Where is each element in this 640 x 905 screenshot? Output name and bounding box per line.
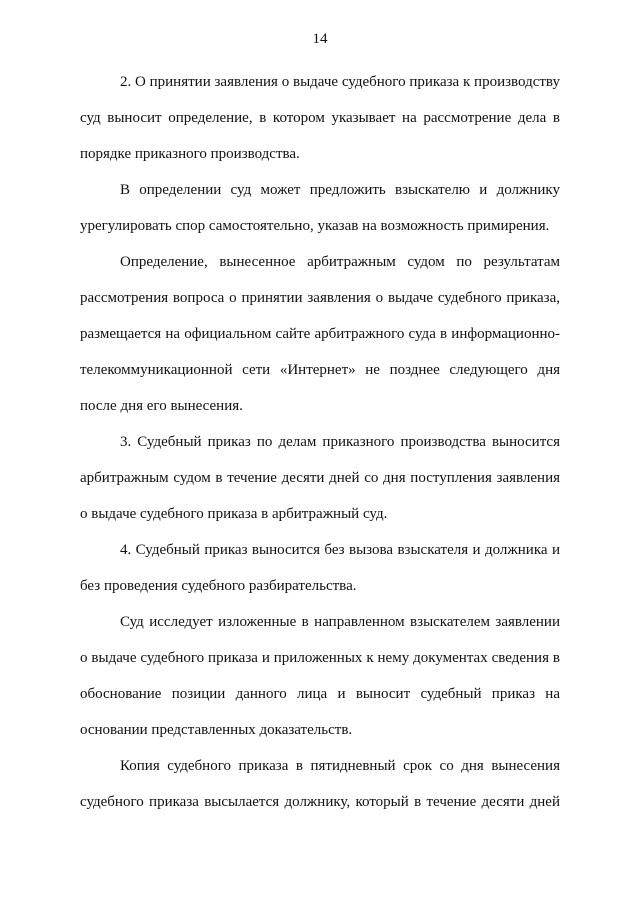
text-line: урегулировать спор самостоятельно, указав на возможность примирения. xyxy=(80,218,550,234)
text-line: основании представленных доказательств. xyxy=(80,722,353,738)
paragraph-3 xyxy=(80,244,560,424)
paragraph-5 xyxy=(80,532,560,604)
text-line: 2. О принятии заявления о выдаче судебного приказа к производству xyxy=(120,74,560,90)
paragraph-6 xyxy=(80,604,560,748)
text-line: без проведения судебного разбирательства. xyxy=(80,578,357,594)
text-line: размещается на официальном сайте арбитражного суда в информационно- xyxy=(80,326,560,342)
text-line: 3. Судебный приказ по делам приказного производства выносится xyxy=(120,434,560,450)
text-line: телекоммуникационной сети «Интернет» не позднее следующего дня xyxy=(80,362,560,378)
text-line: рассмотрения вопроса о принятии заявления о выдаче судебного приказа, xyxy=(80,290,560,306)
paragraph-1 xyxy=(80,64,560,172)
text-line: 4. Судебный приказ выносится без вызова взыскателя и должника и xyxy=(120,542,560,558)
text-line: порядке приказного производства. xyxy=(80,146,300,162)
text-line: Суд исследует изложенные в направленном взыскателем заявлении xyxy=(120,614,560,630)
paragraph-4 xyxy=(80,424,560,532)
text-line: Копия судебного приказа в пятидневный срок со дня вынесения xyxy=(120,758,560,774)
document-body xyxy=(80,64,560,820)
text-line: после дня его вынесения. xyxy=(80,398,243,414)
text-line: судебного приказа высылается должнику, который в течение десяти дней xyxy=(80,794,560,810)
paragraph-7 xyxy=(80,748,560,820)
text-line: обоснование позиции данного лица и выносит судебный приказ на xyxy=(80,686,560,702)
text-line: В определении суд может предложить взыскателю и должнику xyxy=(120,182,560,198)
text-line: о выдаче судебного приказа в арбитражный суд. xyxy=(80,506,388,522)
text-line: суд выносит определение, в котором указывает на рассмотрение дела в xyxy=(80,110,560,126)
text-line: о выдаче судебного приказа и приложенных к нему документах сведения в xyxy=(80,650,560,666)
page-number: 14 xyxy=(312,31,328,47)
text-line: арбитражным судом в течение десяти дней со дня поступления заявления xyxy=(80,470,560,486)
paragraph-2 xyxy=(80,172,560,244)
text-line: Определение, вынесенное арбитражным судом по результатам xyxy=(120,254,560,270)
